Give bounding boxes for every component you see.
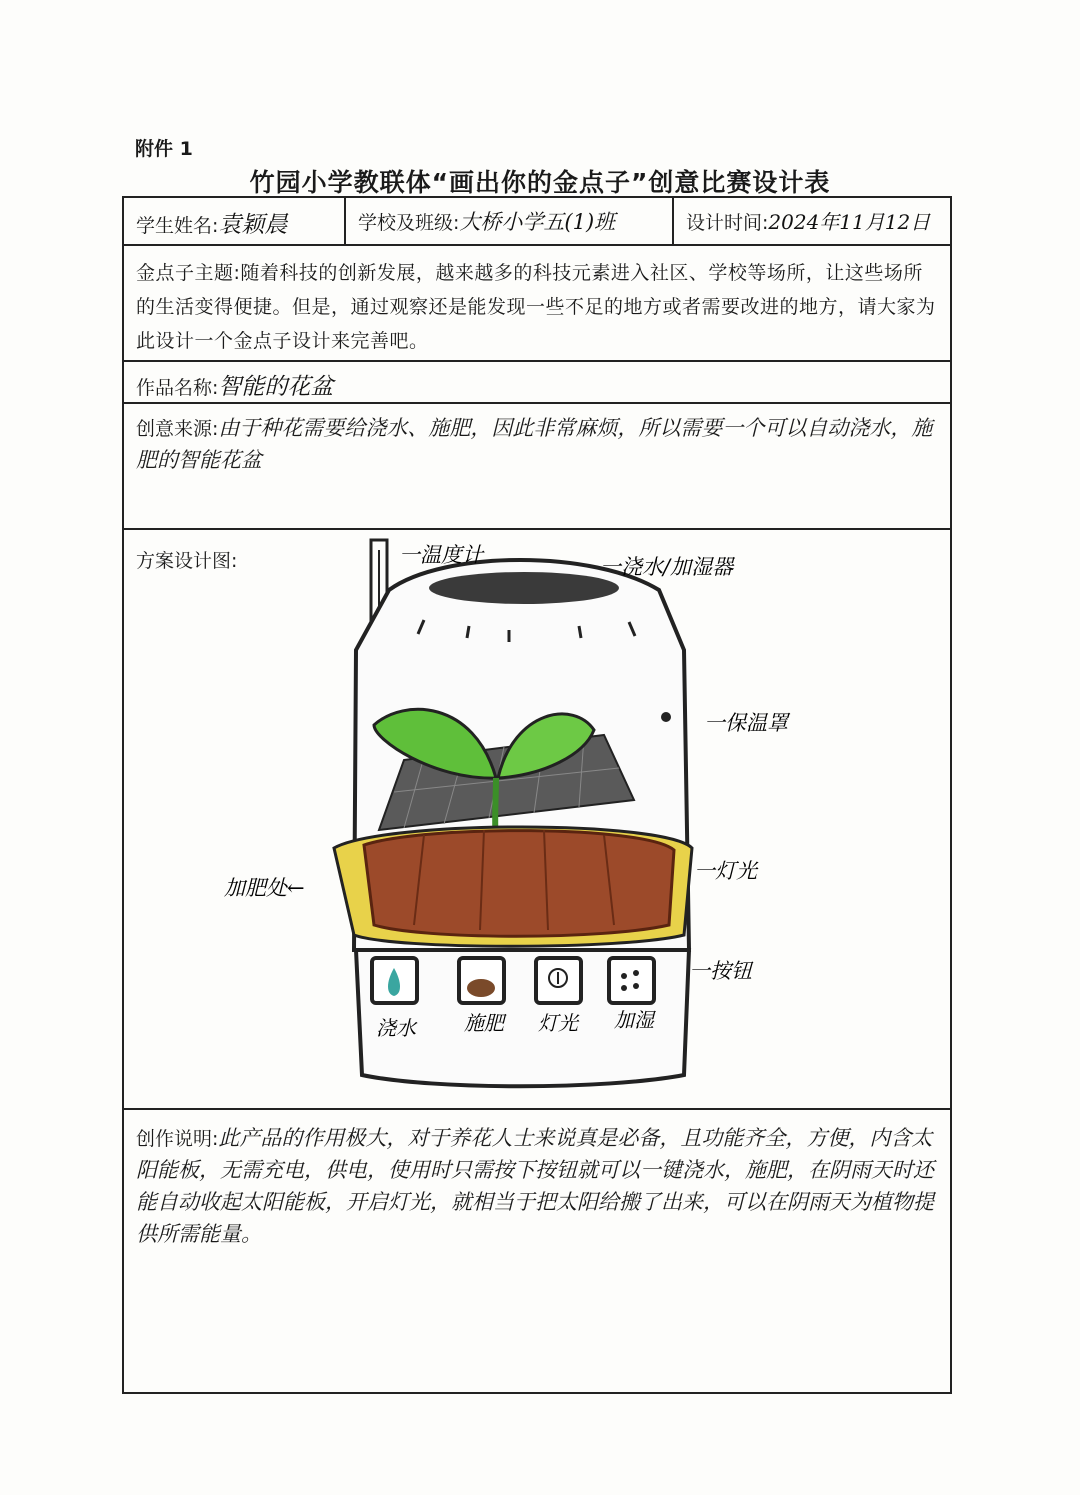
button-label-fertilize: 施肥 xyxy=(464,1011,504,1035)
notes-row xyxy=(124,1110,950,1392)
button-label-water: 浇水 xyxy=(376,1016,416,1040)
work-value: 智能的花盆 xyxy=(218,374,334,400)
annotation-cover: 一保温罩 xyxy=(704,711,788,735)
humidify-button-icon[interactable] xyxy=(609,958,654,1003)
water-humidifier-icon xyxy=(429,572,619,604)
button-label-light: 灯光 xyxy=(538,1011,578,1035)
attachment-label: 附件 1 xyxy=(135,138,193,160)
button-label-humidify: 加湿 xyxy=(614,1008,654,1032)
theme-text: 随着科技的创新发展，越来越多的科技元素进入社区、学校等场所，让这些场所的生活变得便捷。但是，通过观察还是能发现一些不足的地方或者需要改进的地方，请大家为此设计一个金点子设计来完善吧。 xyxy=(136,262,936,352)
fertilize-button-icon[interactable] xyxy=(459,958,504,1003)
class-cell xyxy=(346,198,674,244)
water-button-icon[interactable] xyxy=(372,958,417,1003)
design-label: 方案设计图: xyxy=(136,550,238,572)
date-label: 设计时间: xyxy=(686,212,769,234)
annotation-fertilizer-inlet: 加肥处← xyxy=(224,876,305,900)
date-cell xyxy=(674,198,950,244)
source-label: 创意来源: xyxy=(136,418,219,440)
work-row xyxy=(124,362,950,404)
source-row xyxy=(124,404,950,530)
student-name-label: 学生姓名: xyxy=(136,215,219,237)
class-label: 学校及班级: xyxy=(358,212,460,234)
design-form xyxy=(122,196,952,1394)
theme-label: 金点子主题: xyxy=(136,262,241,284)
smart-flowerpot-drawing xyxy=(124,530,950,1106)
design-row xyxy=(124,530,950,1110)
date-value: 2024年11月12日 xyxy=(768,210,931,234)
student-name-value: 袁颖晨 xyxy=(218,212,288,238)
annotation-thermometer: 一温度计 xyxy=(399,543,483,567)
info-row xyxy=(124,198,950,246)
source-value: 由于种花需要给浇水、施肥，因此非常麻烦，所以需要一个可以自动浇水，施肥的智能花盆 xyxy=(136,416,933,472)
soil xyxy=(364,831,674,937)
light-button-icon[interactable] xyxy=(536,958,581,1003)
annotation-water-humidifier: 一浇水/加湿器 xyxy=(600,555,734,579)
work-label: 作品名称: xyxy=(136,377,219,399)
page-title: 竹园小学教联体“画出你的金点子”创意比赛设计表 xyxy=(249,168,831,197)
class-value: 大桥小学五(1)班 xyxy=(459,210,616,234)
annotation-buttons: 一按钮 xyxy=(689,959,752,983)
annotation-light: 一灯光 xyxy=(694,859,757,883)
theme-row xyxy=(124,246,950,362)
notes-label: 创作说明: xyxy=(136,1128,219,1150)
student-name-cell xyxy=(124,198,346,244)
notes-value: 此产品的作用极大，对于养花人士来说真是必备，且功能齐全，方便，内含太阳能板，无需充电，供电，使用时只需按下按钮就可以一键浇水，施肥，在阴雨天时还能自动收起太阳能板，开启灯光，就相当于把太阳给搬了出来，可以在阴雨天为植物提供所需能量。 xyxy=(136,1126,934,1246)
